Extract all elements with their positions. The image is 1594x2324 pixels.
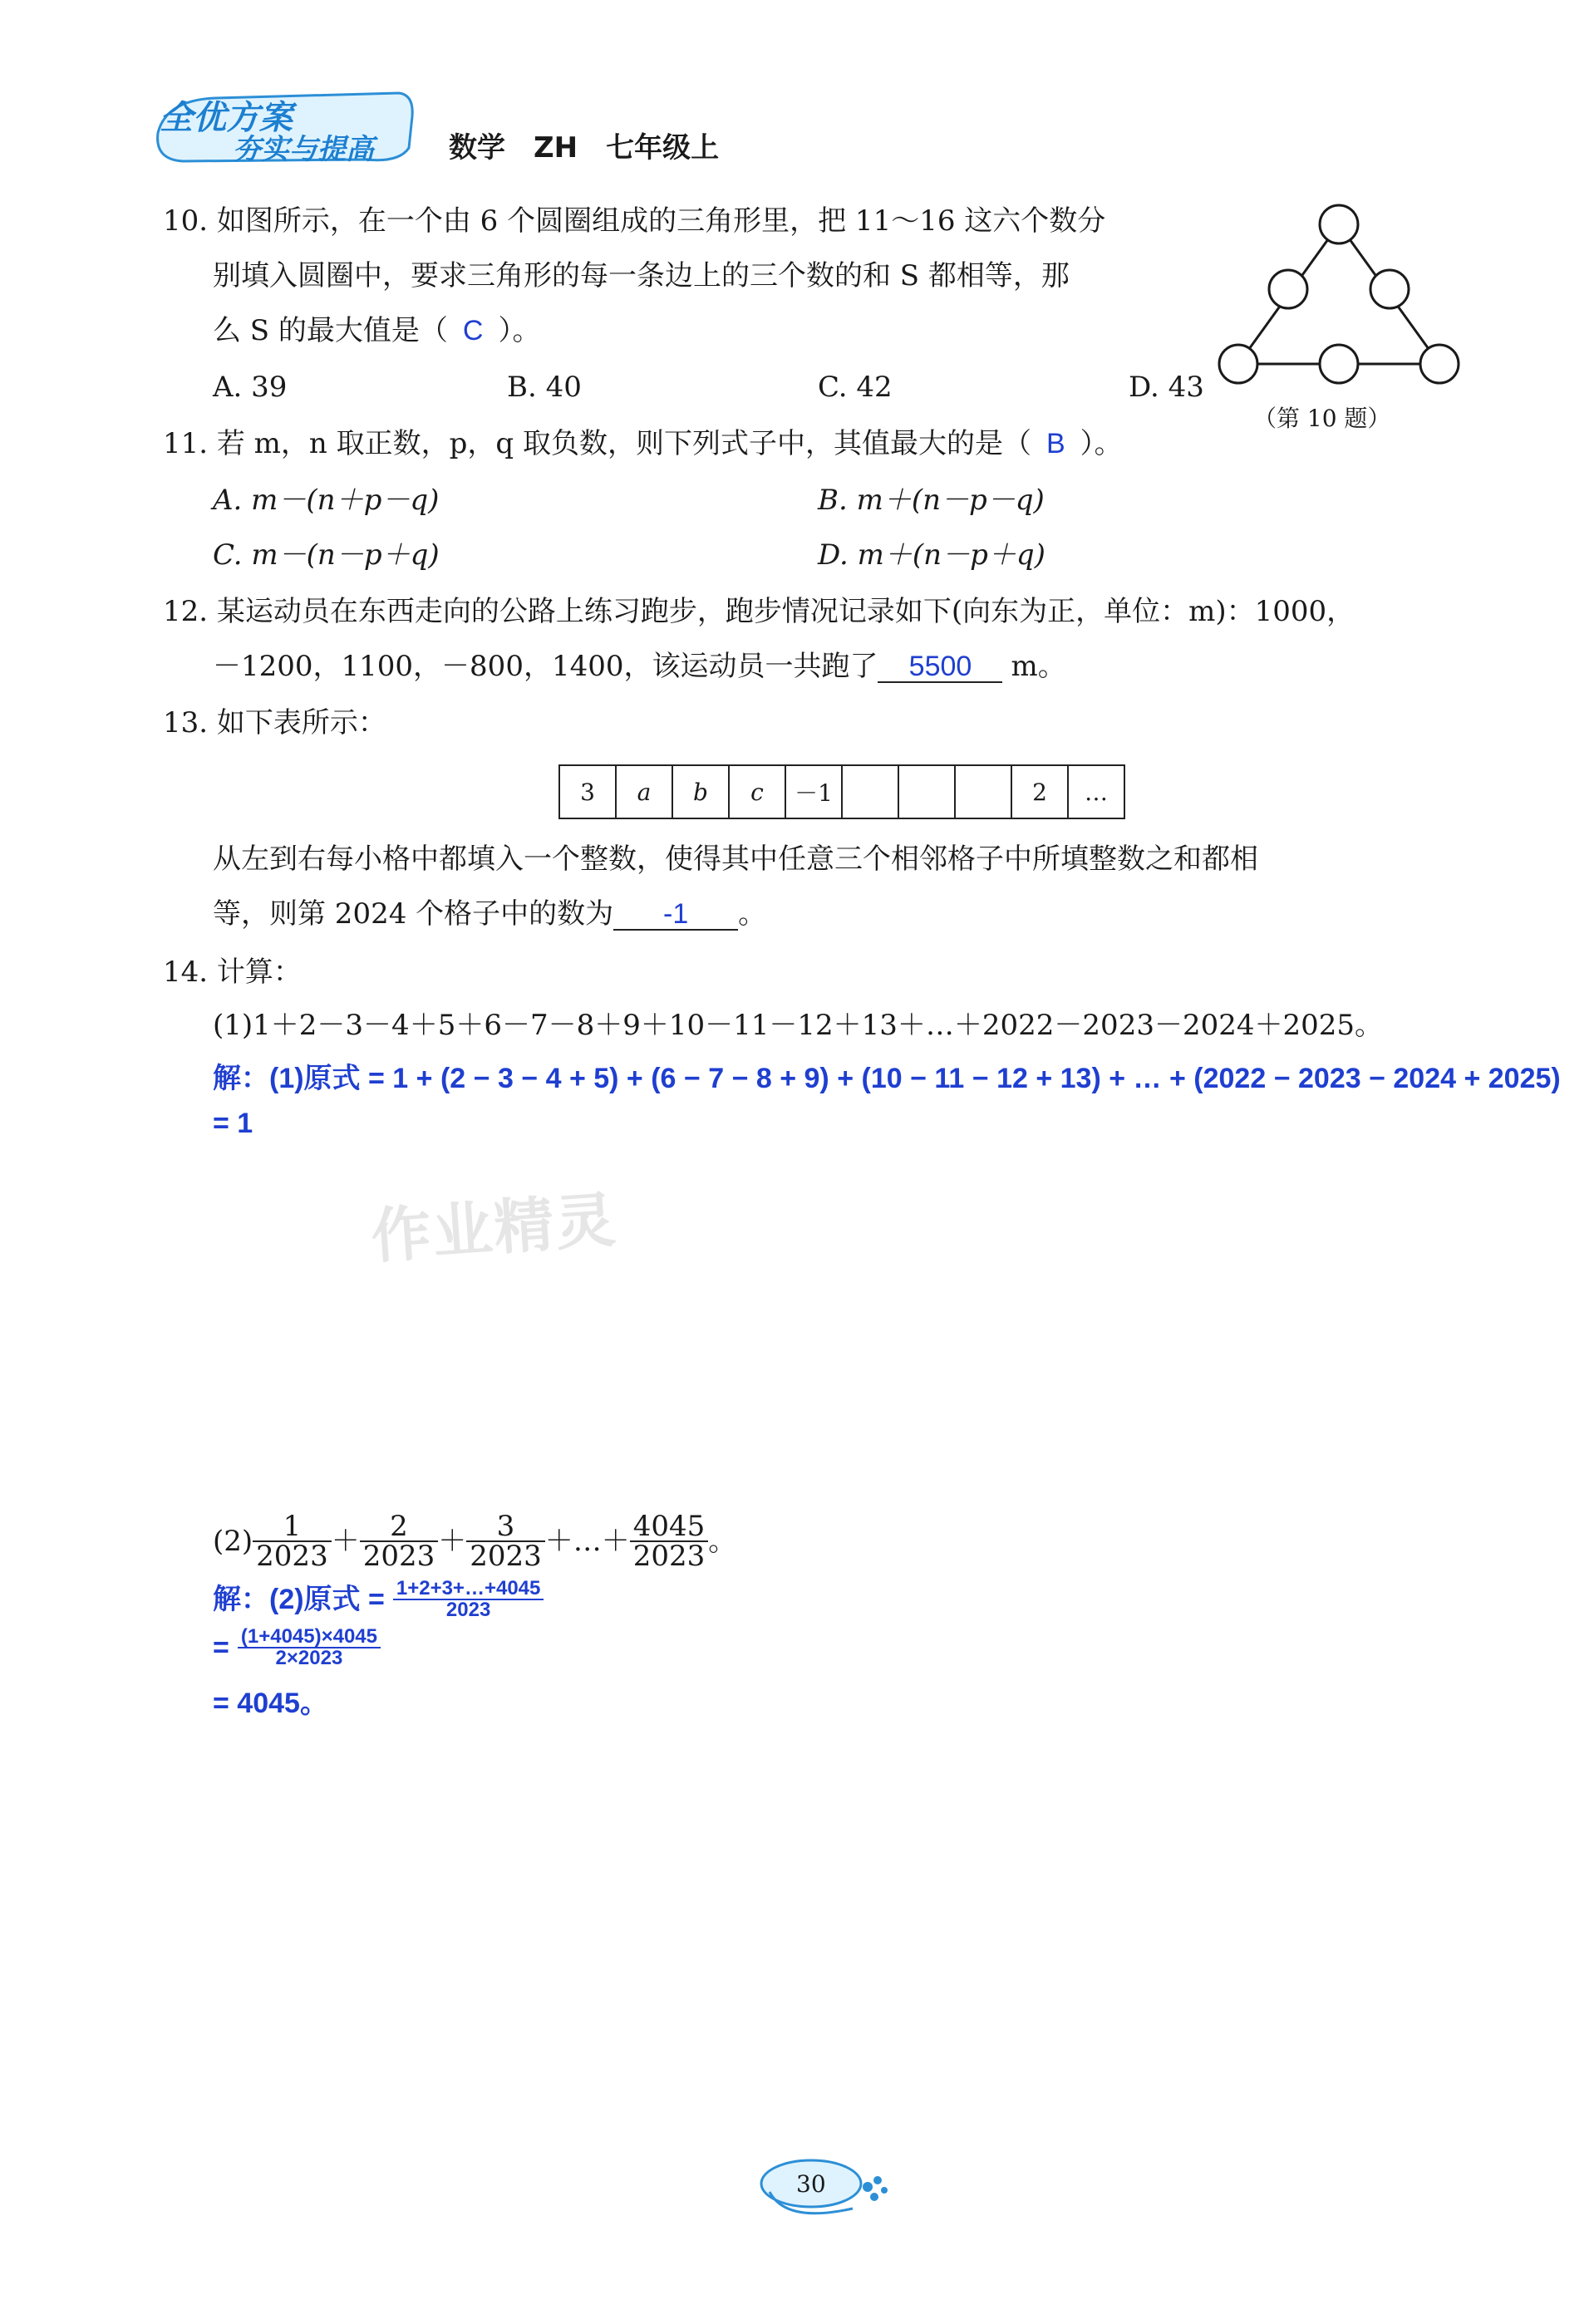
q10-option-a: A. 39: [213, 371, 288, 404]
grid-cell: [955, 765, 1011, 818]
solution-fraction: $\frac{(1+4045)\times 4045}{2\times 2023}$: [238, 1627, 381, 1668]
q10-option-b: B. 40: [507, 371, 582, 404]
q10-stem-end: 么 S 的最大值是（: [213, 314, 448, 347]
q10-line3: [213, 314, 540, 347]
solution-fraction: $\frac{1+2+3+\dots+4045}{2023}$: [393, 1579, 544, 1620]
q11-option-a: A. m－(n＋p－q): [213, 484, 440, 517]
q11-option-c: C. m－(n－p＋q): [213, 538, 440, 572]
q10-line2: 别填入圆圈中，要求三角形的每一条边上的三个数的和 S 都相等，那: [213, 259, 1070, 292]
grid-cell: b: [672, 765, 729, 818]
q12-line1: 12. 某运动员在东西走向的公路上练习跑步，跑步情况记录如下(向东为正，单位：m)：1000，: [163, 595, 1355, 628]
q14-solution2-line1: [213, 1579, 544, 1620]
q14-solution2-line3: = 4045。: [213, 1688, 328, 1719]
grid-cell: …: [1068, 765, 1124, 818]
q10-line1: 10. 如图所示，在一个由 6 个圆圈组成的三角形里，把 11～16 这六个数分: [163, 204, 1106, 238]
q14-solution1-line2: = 1: [213, 1108, 253, 1139]
q13-line3: [213, 897, 766, 931]
q10-answer: C: [462, 315, 484, 346]
plus-operator: ＋: [331, 1525, 360, 1558]
q10-option-d: D. 43: [1129, 371, 1204, 404]
q13-line1: 13. 如下表所示：: [163, 706, 386, 739]
q14-part1: (1)1＋2－3－4＋5＋6－7－8＋9＋10－11－12＋13＋…＋2022－2023－2024＋2025。: [213, 1009, 1384, 1042]
plus-ellipsis-operator: ＋…＋: [544, 1525, 630, 1558]
grid-row: [559, 765, 1124, 818]
q14-solution1-expression: 解：(1)原式 = 1 + (2 − 3 − 4 + 5) + (6 − 7 − 8 + 9) + (10 − 11 − 12 + 13) + … + (2022 − 2023 − 2024 + 2025): [213, 1063, 1561, 1094]
q13-line2: 从左到右每小格中都填入一个整数，使得其中任意三个相邻格子中所填整数之和都相: [213, 843, 1258, 876]
equals-sign: =: [213, 1632, 229, 1663]
q12-unit: m。: [1011, 650, 1066, 683]
fraction: $\frac{2}{2023}$: [360, 1512, 439, 1570]
header-logo: [150, 83, 416, 166]
grid-cell: [842, 765, 898, 818]
grid-cell: a: [616, 765, 672, 818]
plus-operator: ＋: [438, 1525, 467, 1558]
grid-cell: 3: [559, 765, 616, 818]
q10-option-c: C. 42: [818, 371, 893, 404]
q13-stem-close: 。: [738, 897, 767, 931]
q14-part2-end: 。: [708, 1525, 737, 1558]
watermark-text: 作业精灵: [368, 1184, 620, 1272]
fraction: $\frac{4045}{2023}$: [630, 1512, 709, 1570]
grid-cell: 2: [1011, 765, 1068, 818]
triangle-circles-figure: [1205, 196, 1471, 396]
grid-cell: －1: [785, 765, 842, 818]
q14-part2: [213, 1510, 737, 1573]
grid-cell: [898, 765, 955, 818]
logo-text-sub: 夯实与提高: [233, 133, 374, 166]
fraction: $\frac{1}{2023}$: [253, 1512, 332, 1570]
q11-stem-close: ）。: [1080, 427, 1123, 460]
logo-text-main: 全优方案: [160, 99, 293, 137]
q11-stem: 11. 若 m，n 取正数，p，q 取负数，则下列式子中，其值最大的是（: [163, 427, 1031, 460]
q13-number-grid: [558, 764, 1125, 819]
fraction: $\frac{3}{2023}$: [466, 1512, 545, 1570]
q12-answer-blank: 5500: [878, 651, 1002, 683]
q10-figure-caption: （第 10 题）: [1253, 405, 1391, 432]
q10-stem-close: ）。: [498, 314, 541, 347]
q11-option-b: B. m＋(n－p－q): [818, 484, 1045, 517]
q14-title: 14. 计算：: [163, 956, 302, 989]
q11-option-d: D. m＋(n－p＋q): [818, 538, 1045, 572]
header-title: 数学 ZH 七年级上: [449, 131, 720, 165]
q14-part2-label: (2): [213, 1525, 253, 1558]
q11-answer: B: [1045, 428, 1065, 459]
q14-solution1-line1: [213, 1062, 1594, 1095]
q14-solution2-line2: [213, 1627, 381, 1668]
grid-cell: c: [729, 765, 785, 818]
q12-line2: [213, 650, 1066, 683]
q11-line1: [163, 427, 1123, 460]
page-number: 30: [796, 2170, 826, 2198]
q13-stem: 等，则第 2024 个格子中的数为: [213, 897, 614, 931]
q14-solution2-intro: 解：(2)原式 =: [213, 1584, 385, 1615]
q12-stem: －1200，1100，－800，1400，该运动员一共跑了: [213, 650, 878, 683]
q13-answer-blank: -1: [613, 899, 738, 931]
